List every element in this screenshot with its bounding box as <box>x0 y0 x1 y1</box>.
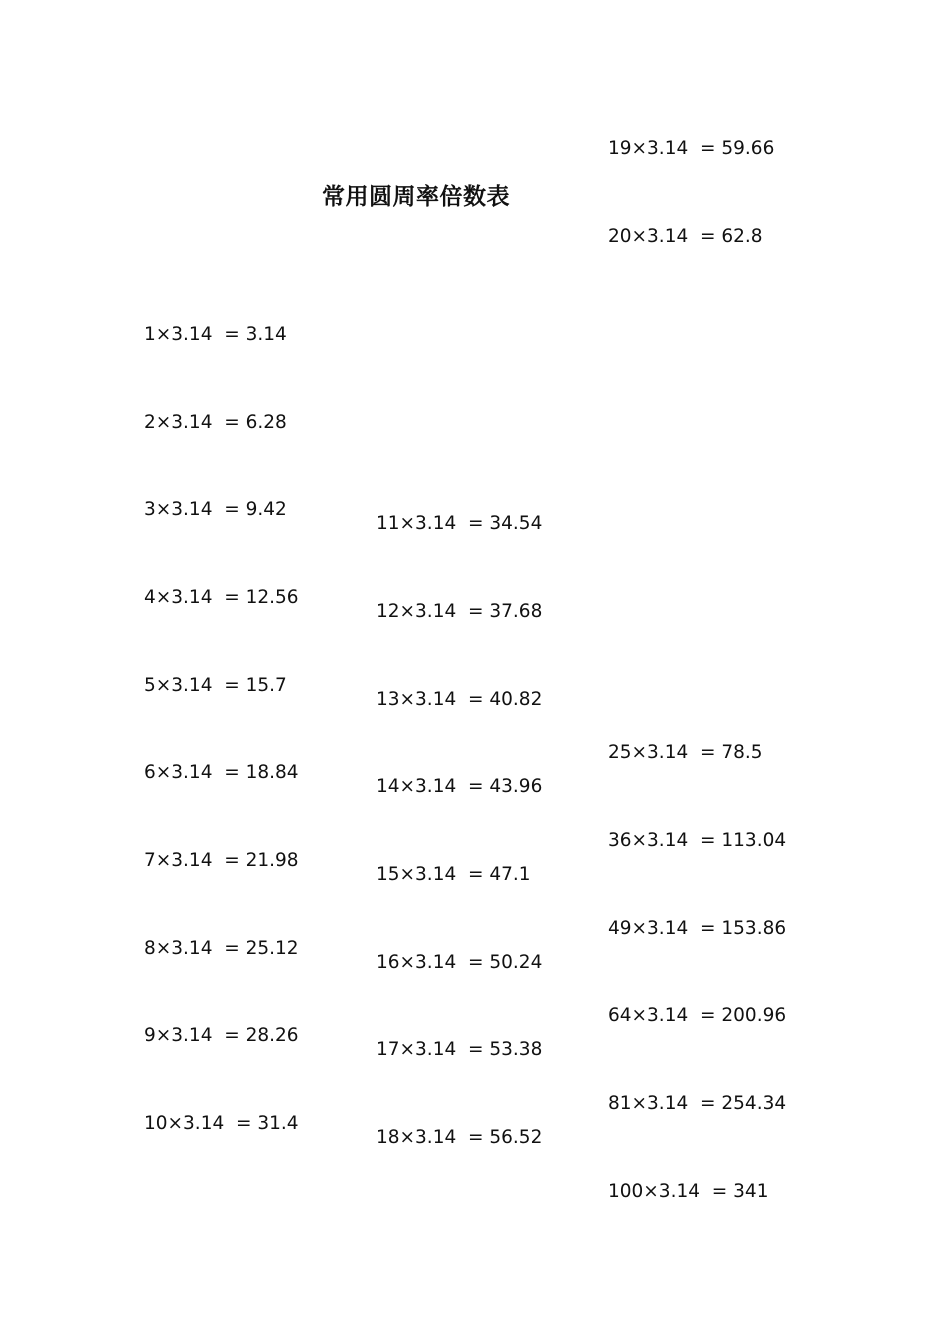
equation-lhs: 9×3.14 <box>144 1025 213 1046</box>
equation-lhs: 7×3.14 <box>144 850 213 871</box>
equation-result: = 6.28 <box>224 412 287 433</box>
equation-lhs: 100×3.14 <box>608 1181 701 1202</box>
equation-result: = 9.42 <box>224 499 287 520</box>
equation-result: = 341 <box>711 1181 769 1202</box>
equation-result: = 37.68 <box>468 601 543 622</box>
equation-lhs: 17×3.14 <box>376 1039 457 1060</box>
equation-result: = 78.5 <box>700 742 763 763</box>
equation-row <box>144 850 299 871</box>
equation-row <box>376 689 542 710</box>
equation-lhs: 15×3.14 <box>376 864 457 885</box>
equation-lhs: 3×3.14 <box>144 499 213 520</box>
equation-row <box>376 864 531 885</box>
equation-result: = 59.66 <box>700 138 775 159</box>
equation-lhs: 6×3.14 <box>144 762 213 783</box>
equation-lhs: 36×3.14 <box>608 830 689 851</box>
equation-row <box>608 742 763 763</box>
page-title: 常用圆周率倍数表 <box>322 184 510 210</box>
equation-result: = 18.84 <box>224 762 299 783</box>
equation-lhs: 5×3.14 <box>144 675 213 696</box>
equation-row <box>376 1127 542 1148</box>
equation-row <box>608 918 786 939</box>
equation-row <box>608 1005 786 1026</box>
equation-lhs: 4×3.14 <box>144 587 213 608</box>
equation-result: = 34.54 <box>468 513 543 534</box>
equation-lhs: 10×3.14 <box>144 1113 225 1134</box>
equation-result: = 53.38 <box>468 1039 543 1060</box>
equation-row <box>608 830 786 851</box>
equation-result: = 62.8 <box>700 226 763 247</box>
equation-result: = 254.34 <box>700 1093 787 1114</box>
equation-row <box>144 587 299 608</box>
equation-result: = 3.14 <box>224 324 287 345</box>
equation-row <box>608 1181 768 1202</box>
equation-row <box>144 1113 299 1134</box>
equation-lhs: 11×3.14 <box>376 513 457 534</box>
equation-lhs: 18×3.14 <box>376 1127 457 1148</box>
equation-row <box>376 776 542 797</box>
equation-result: = 43.96 <box>468 776 543 797</box>
equation-row <box>376 513 542 534</box>
equation-lhs: 16×3.14 <box>376 952 457 973</box>
equation-result: = 25.12 <box>224 938 299 959</box>
equation-result: = 56.52 <box>468 1127 543 1148</box>
equation-lhs: 13×3.14 <box>376 689 457 710</box>
equation-row <box>144 938 299 959</box>
equation-result: = 12.56 <box>224 587 299 608</box>
equation-row <box>608 1093 786 1114</box>
equation-row <box>608 226 763 247</box>
equation-row <box>144 762 299 783</box>
equation-lhs: 2×3.14 <box>144 412 213 433</box>
equation-result: = 21.98 <box>224 850 299 871</box>
equation-row <box>608 138 774 159</box>
equation-result: = 40.82 <box>468 689 543 710</box>
equation-lhs: 81×3.14 <box>608 1093 689 1114</box>
equation-lhs: 49×3.14 <box>608 918 689 939</box>
equation-result: = 47.1 <box>468 864 531 885</box>
equation-result: = 15.7 <box>224 675 287 696</box>
equation-lhs: 1×3.14 <box>144 324 213 345</box>
equation-lhs: 20×3.14 <box>608 226 689 247</box>
equation-row <box>144 675 287 696</box>
equation-row <box>376 952 542 973</box>
equation-row <box>144 499 287 520</box>
equation-lhs: 14×3.14 <box>376 776 457 797</box>
equation-row <box>376 1039 542 1060</box>
equation-result: = 31.4 <box>236 1113 299 1134</box>
equation-lhs: 19×3.14 <box>608 138 689 159</box>
equation-result: = 113.04 <box>700 830 787 851</box>
equation-result: = 28.26 <box>224 1025 299 1046</box>
equation-row <box>144 1025 299 1046</box>
equation-result: = 153.86 <box>700 918 787 939</box>
equation-lhs: 12×3.14 <box>376 601 457 622</box>
equation-row <box>376 601 542 622</box>
equation-lhs: 64×3.14 <box>608 1005 689 1026</box>
equation-lhs: 8×3.14 <box>144 938 213 959</box>
equation-row <box>144 412 287 433</box>
equation-lhs: 25×3.14 <box>608 742 689 763</box>
equation-result: = 200.96 <box>700 1005 787 1026</box>
equation-row <box>144 324 287 345</box>
equation-result: = 50.24 <box>468 952 543 973</box>
